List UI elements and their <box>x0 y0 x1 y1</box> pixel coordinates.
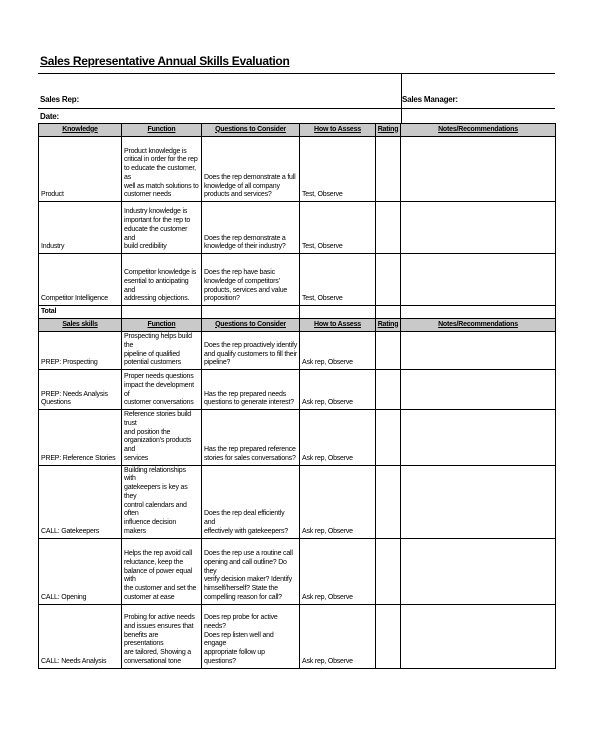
rating-cell[interactable] <box>376 465 401 538</box>
table-row <box>39 370 556 410</box>
sales-manager-label: Sales Manager: <box>402 95 458 104</box>
col-header-function: Function <box>122 124 202 137</box>
notes-cell[interactable] <box>401 604 556 668</box>
col-header-rating: Rating <box>376 124 401 137</box>
sales-skills-header-row <box>39 319 556 332</box>
table-row <box>39 137 556 202</box>
col-header-function: Function <box>122 319 202 332</box>
questions-cell: Has the rep prepared needs questions to generate interest? <box>202 370 300 410</box>
knowledge-header-row <box>39 124 556 137</box>
row-label: PREP: Prospecting <box>39 332 122 370</box>
header-top-rule <box>38 73 555 74</box>
notes-cell[interactable] <box>401 465 556 538</box>
questions-cell: Does the rep deal efficiently and effectively with gatekeepers? <box>202 465 300 538</box>
rating-cell[interactable] <box>376 604 401 668</box>
row-label: PREP: Reference Stories <box>39 410 122 466</box>
col-header-rating: Rating <box>376 319 401 332</box>
rating-cell[interactable] <box>376 254 401 306</box>
row-label: Product <box>39 137 122 202</box>
col-header-questions: Questions to Consider <box>202 124 300 137</box>
row-label: PREP: Needs Analysis Questions <box>39 370 122 410</box>
row-label: CALL: Needs Analysis <box>39 604 122 668</box>
notes-cell[interactable] <box>401 137 556 202</box>
assess-cell: Test, Observe <box>300 254 376 306</box>
header-rep-rule <box>38 108 555 109</box>
rating-cell[interactable] <box>376 370 401 410</box>
questions-cell: Does the rep demonstrate a full knowledge of all company products and services? <box>202 137 300 202</box>
function-cell: Prospecting helps build the pipeline of qualified potential customers <box>122 332 202 370</box>
table-row <box>39 604 556 668</box>
assess-cell: Ask rep, Observe <box>300 370 376 410</box>
col-header-sales-skills: Sales skills <box>39 319 122 332</box>
assess-cell: Test, Observe <box>300 202 376 254</box>
notes-cell[interactable] <box>401 202 556 254</box>
questions-cell: Does rep probe for active needs? Does rep listen well and engage appropriate follow up questions? <box>202 604 300 668</box>
rating-cell[interactable] <box>376 137 401 202</box>
notes-cell[interactable] <box>401 254 556 306</box>
row-label: Industry <box>39 202 122 254</box>
assess-cell: Ask rep, Observe <box>300 538 376 604</box>
total-row <box>39 306 556 319</box>
row-label: Competitor Intelligence <box>39 254 122 306</box>
assess-cell: Ask rep, Observe <box>300 410 376 466</box>
date-label: Date: <box>40 112 60 121</box>
table-row <box>39 538 556 604</box>
function-cell: Reference stories build trust and position the organization's products and services <box>122 410 202 466</box>
function-cell: Competitor knowledge is esential to anticipating and addressing objections. <box>122 254 202 306</box>
rating-cell[interactable] <box>376 202 401 254</box>
col-header-notes: Notes/Recommendations <box>401 124 556 137</box>
col-header-assess: How to Assess <box>300 319 376 332</box>
notes-cell[interactable] <box>401 538 556 604</box>
row-label: CALL: Opening <box>39 538 122 604</box>
assess-cell: Ask rep, Observe <box>300 604 376 668</box>
function-cell: Helps the rep avoid call reluctance, keep the balance of power equal with the customer and set the customer at ease <box>122 538 202 604</box>
function-cell: Proper needs questions impact the development of customer conversations <box>122 370 202 410</box>
col-header-notes: Notes/Recommendations <box>401 319 556 332</box>
assess-cell: Ask rep, Observe <box>300 465 376 538</box>
sales-rep-label: Sales Rep: <box>40 95 79 104</box>
function-cell: Industry knowledge is important for the rep to educate the customer and build credibility <box>122 202 202 254</box>
form-title: Sales Representative Annual Skills Evaluation <box>40 54 290 68</box>
col-header-questions: Questions to Consider <box>202 319 300 332</box>
row-label: CALL: Gatekeepers <box>39 465 122 538</box>
questions-cell: Does the rep proactively identify and qualify customers to fill their pipeline? <box>202 332 300 370</box>
col-header-knowledge: Knowledge <box>39 124 122 137</box>
table-row <box>39 465 556 538</box>
table-row <box>39 410 556 466</box>
function-cell: Probing for active needs and issues ensures that benefits are presentations are tailored, Showing a conversational tone <box>122 604 202 668</box>
rating-cell[interactable] <box>376 332 401 370</box>
total-rating-cell[interactable] <box>376 306 401 319</box>
assess-cell: Ask rep, Observe <box>300 332 376 370</box>
table-row <box>39 332 556 370</box>
function-cell: Product knowledge is critical in order for the rep to educate the customer, as well as match solutions to customer needs <box>122 137 202 202</box>
questions-cell: Has the rep prepared reference stories for sales conversations? <box>202 410 300 466</box>
col-header-assess: How to Assess <box>300 124 376 137</box>
questions-cell: Does the rep use a routine call opening and call outline? Do they verify decision maker? Identify himself/herself? State the compelling reason for call? <box>202 538 300 604</box>
questions-cell: Does the rep demonstrate a knowledge of their industry? <box>202 202 300 254</box>
table-row <box>39 254 556 306</box>
notes-cell[interactable] <box>401 332 556 370</box>
assess-cell: Test, Observe <box>300 137 376 202</box>
skills-evaluation-table <box>38 123 556 669</box>
rating-cell[interactable] <box>376 538 401 604</box>
function-cell: Building relationships with gatekeepers is key as they control calendars and often influence decision makers <box>122 465 202 538</box>
rating-cell[interactable] <box>376 410 401 466</box>
notes-cell[interactable] <box>401 370 556 410</box>
total-label: Total <box>39 306 122 319</box>
table-row <box>39 202 556 254</box>
questions-cell: Does the rep have basic knowledge of competitors' products, services and value proposition? <box>202 254 300 306</box>
notes-cell[interactable] <box>401 410 556 466</box>
